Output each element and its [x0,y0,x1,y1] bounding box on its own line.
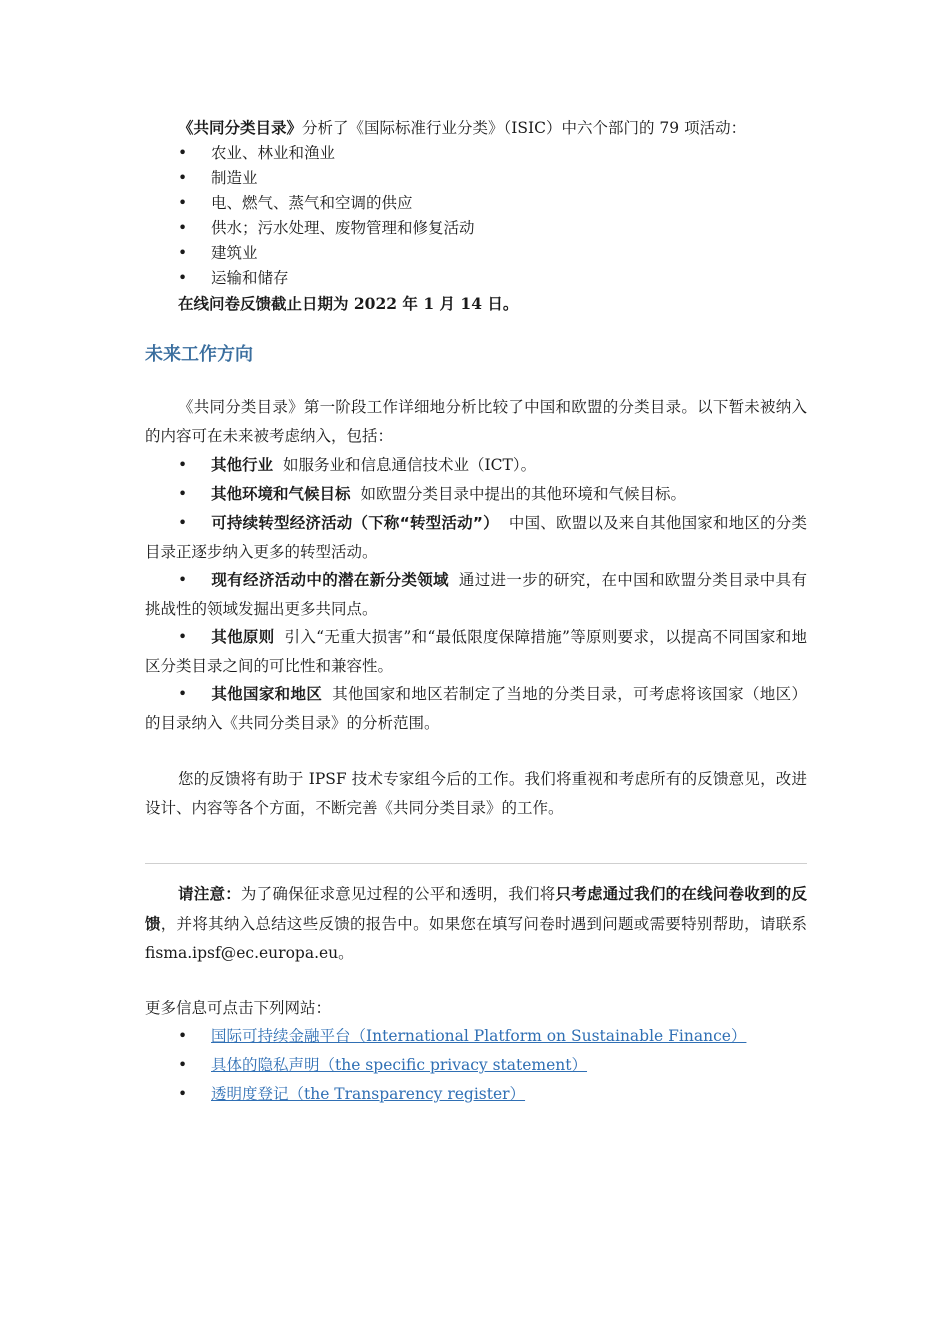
future-item-text: 其他国家和地区若制定了当地的分类目录，可考虑将该国家（地区）的目录纳入《共同分类目录》的分析范围。 [145,685,807,732]
future-item [145,566,807,624]
future-item [145,480,807,509]
sector-label: 电、燃气、蒸气和空调的供应 [211,194,413,212]
future-item-text: 引入“无重大损害”和“最低限度保障措施”等原则要求，以提高不同国家和地区分类目录之间的可比性和兼容性。 [145,628,807,675]
sector-label: 制造业 [211,169,258,187]
sector-label: 建筑业 [211,244,258,262]
notice-label: 请注意： [178,884,241,903]
future-item-label: 其他行业 [211,456,274,474]
bullet: • [178,685,188,703]
bullet: • [178,1056,188,1074]
section-divider [145,863,807,864]
notice-emphasis: 只考虑通过我们的在线问卷收到的反馈 [145,884,807,933]
link-privacy-statement[interactable]: 具体的隐私声明（the specific privacy statement） [211,1056,588,1074]
sector-label: 农业、林业和渔业 [211,144,336,162]
bullet: • [178,169,188,187]
bullet: • [178,1085,188,1103]
future-item [145,623,807,681]
bullet: • [178,628,188,646]
bullet: • [178,485,188,503]
bullet: • [178,144,188,162]
bullet: • [178,514,188,532]
feedback-paragraph: 您的反馈将有助于 IPSF 技术专家组今后的工作。我们将重视和考虑所有的反馈意见，改进设计、内容等各个方面，不断完善《共同分类目录》的工作。 [145,770,807,817]
intro-book-title: 《共同分类目录》 [178,118,303,137]
future-item-label: 可持续转型经济活动（下称“转型活动”） [211,514,499,532]
future-intro-paragraph: 《共同分类目录》第一阶段工作详细地分析比较了中国和欧盟的分类目录。以下暂未被纳入的内容可在未来被考虑纳入，包括： [145,398,807,445]
future-item-text: 如欧盟分类目录中提出的其他环境和气候目标。 [360,485,687,503]
bullet: • [178,269,188,287]
future-item-text: 中国、欧盟以及来自其他国家和地区的分类目录正逐步纳入更多的转型活动。 [145,514,807,561]
sector-label: 供水；污水处理、废物管理和修复活动 [211,219,475,237]
intro-line [145,118,840,138]
future-item-label: 其他环境和气候目标 [211,485,351,503]
intro-text: 分析了《国际标准行业分类》（ISIC）中六个部门的 79 项活动： [302,119,747,137]
notice-text-1: 为了确保征求意见过程的公平和透明，我们将 [240,885,556,903]
notice-text-2: ，并将其纳入总结这些反馈的报告中。如果您在填写问卷时遇到问题或需要特别帮助，请联系 fisma.ipsf@ec.europa.eu。 [145,915,807,962]
future-item-label: 现有经济活动中的潜在新分类领域 [211,571,449,589]
link-transparency-register[interactable]: 透明度登记（the Transparency register） [211,1085,526,1103]
future-item [145,509,807,567]
future-item-label: 其他原则 [211,628,275,646]
deadline-notice: 在线问卷反馈截止日期为 2022 年 1 月 14 日。 [178,294,519,313]
more-info-intro: 更多信息可点击下列网站： [145,999,332,1017]
bullet: • [178,456,188,474]
future-item [145,680,807,738]
bullet: • [178,219,188,237]
future-item-text: 如服务业和信息通信技术业（ICT）。 [283,456,537,474]
future-item-label: 其他国家和地区 [211,685,323,703]
bullet: • [178,194,188,212]
sector-label: 运输和储存 [211,269,289,287]
notice-paragraph [145,879,807,968]
link-ipsf[interactable]: 国际可持续金融平台（International Platform on Sustainable Finance） [211,1027,747,1045]
section-heading-future-work: 未来工作方向 [145,344,253,365]
bullet: • [178,571,188,589]
bullet: • [178,1027,188,1045]
future-item [145,451,807,480]
future-item-text: 通过进一步的研究，在中国和欧盟分类目录中具有挑战性的领域发掘出更多共同点。 [145,571,807,618]
bullet: • [178,244,188,262]
